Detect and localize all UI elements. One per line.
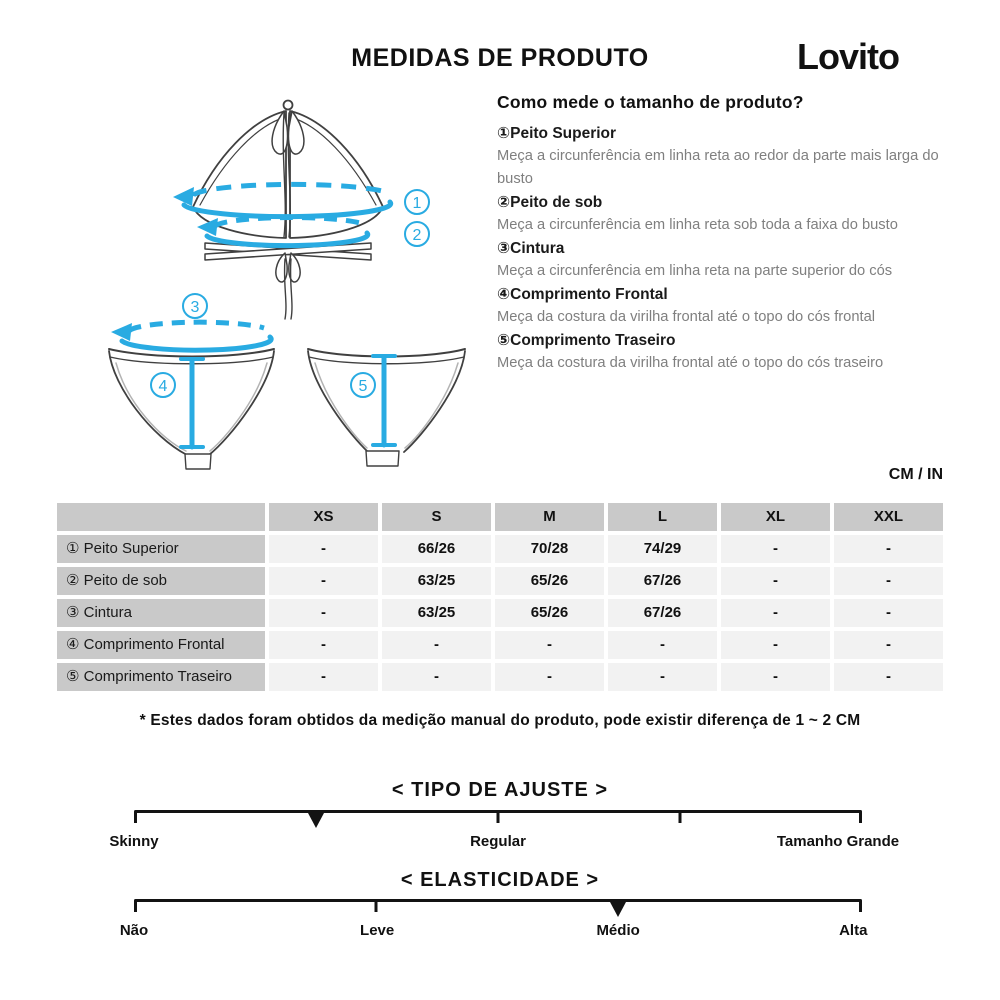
column-header-s: S [382,503,491,531]
size-table [57,503,943,691]
guide-item-desc: Meça a circunferência em linha reta ao redor da parte mais larga do busto [497,148,939,187]
scale-tick [134,812,137,823]
table-value: - [608,663,717,691]
callout-4 [151,373,175,397]
table-value: - [382,631,491,659]
table-value: - [269,567,378,595]
svg-text:5: 5 [358,378,368,395]
scale-label: Tamanho Grande [776,833,900,850]
svg-text:1: 1 [412,195,422,212]
fit-type-labels [109,833,900,853]
table-value: - [834,567,943,595]
column-header-xl: XL [721,503,830,531]
table-value: - [721,631,830,659]
table-value: 67/26 [608,567,717,595]
elasticity-title: < ELASTICIDADE > [400,869,600,891]
table-value: 66/26 [382,535,491,563]
svg-text:3: 3 [190,299,200,316]
table-corner-cell [57,503,265,531]
guide-item-desc: Meça da costura da virilha frontal até o topo do cós frontal [497,309,876,325]
column-header-xxl: XXL [834,503,943,531]
row-label: ④ Comprimento Frontal [57,631,265,659]
row-label: ③ Cintura [57,599,265,627]
brand-logo: Lovito [797,36,899,77]
table-value: 63/25 [382,599,491,627]
scale-line [134,899,862,902]
guide-heading: Como mede o tamanho de produto? [497,92,804,112]
table-value: - [721,599,830,627]
measurement-disclaimer: * Estes dados foram obtidos da medição manual do produto, pode existir diferença de 1 ~ 2 CM [139,712,861,729]
table-value: - [608,631,717,659]
table-value: - [269,599,378,627]
guide-item-desc: Meça da costura da virilha frontal até o topo do cós traseiro [497,355,884,371]
callout-1 [405,190,429,214]
fit-type-scale [134,810,862,828]
table-value: 65/26 [495,567,604,595]
scale-tick [859,901,862,912]
table-value: 65/26 [495,599,604,627]
page-title: MEDIDAS DE PRODUTO [351,44,649,72]
table-value: - [721,535,830,563]
guide-item-desc: Meça a circunferência em linha reta sob toda a faixa do busto [497,217,898,233]
scale-label: Médio [596,922,640,939]
arrow-icon [111,323,132,341]
callout-2 [405,222,429,246]
table-value: - [269,535,378,563]
row-label: ⑤ Comprimento Traseiro [57,663,265,691]
table-value: - [269,663,378,691]
scale-tick [859,812,862,823]
scale-tick [134,901,137,912]
scale-tick [679,812,682,823]
svg-text:2: 2 [412,227,422,244]
column-header-l: L [608,503,717,531]
fit-type-title: < TIPO DE AJUSTE > [391,779,609,801]
elasticity-labels [119,922,868,942]
table-value: 70/28 [495,535,604,563]
scale-label: Leve [360,922,395,939]
table-value: - [382,663,491,691]
guide-item-label: ①Peito Superior [497,125,617,142]
table-value: - [721,663,830,691]
bikini-measurement-diagram [0,85,490,480]
table-value: - [834,535,943,563]
back-length-mark [373,356,395,445]
waist-girth-mark [122,337,271,350]
table-value: - [721,567,830,595]
fit-type-marker-icon [308,813,324,828]
elasticity-marker-icon [610,902,626,917]
table-value: - [834,631,943,659]
row-label: ② Peito de sob [57,567,265,595]
scale-label: Alta [839,922,868,939]
elasticity-scale [134,899,862,917]
table-value: 74/29 [608,535,717,563]
table-value: - [834,663,943,691]
table-value: - [495,663,604,691]
under-bust-girth-mark [207,233,368,246]
measure-guide [497,92,944,375]
row-label: ① Peito Superior [57,535,265,563]
bikini-top-illustration [190,101,383,320]
scale-label: Regular [470,833,526,850]
scale-label: Não [119,922,149,939]
front-length-mark [181,359,203,447]
scale-tick [497,812,500,823]
table-value: 63/25 [382,567,491,595]
svg-text:4: 4 [158,378,168,395]
unit-label: CM / IN [888,466,943,483]
scale-label: Skinny [109,833,159,850]
table-value: - [269,631,378,659]
column-header-m: M [495,503,604,531]
guide-item-desc: Meça a circunferência em linha reta na parte superior do cós [497,263,893,279]
table-value: - [834,599,943,627]
column-header-xs: XS [269,503,378,531]
callout-3 [183,294,207,318]
table-value: 67/26 [608,599,717,627]
table-value: - [495,631,604,659]
guide-item-label: ②Peito de sob [497,194,603,211]
callout-5 [351,373,375,397]
scale-tick [375,901,378,912]
guide-item-label: ③Cintura [497,240,565,257]
guide-item-label: ⑤Comprimento Traseiro [497,332,676,349]
guide-item-label: ④Comprimento Frontal [497,286,668,303]
